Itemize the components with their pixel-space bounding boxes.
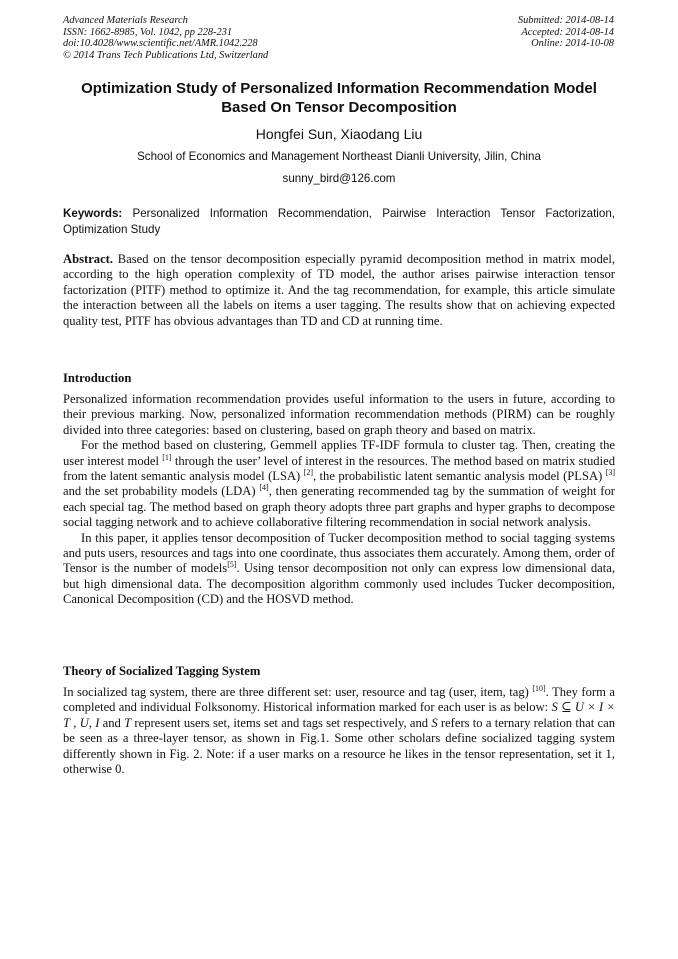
journal-name: Advanced Materials Research <box>63 15 188 26</box>
affiliation: School of Economics and Management Northeast Dianli University, Jilin, China <box>137 150 541 163</box>
keywords-label: Keywords: <box>63 207 123 220</box>
keywords <box>63 206 615 237</box>
theory-text: represent users set, items set and tags set respectively, and <box>131 715 432 730</box>
publication-dates <box>518 15 614 50</box>
var-s: S <box>431 715 438 730</box>
theory-paragraph <box>63 685 615 777</box>
doi-line[interactable]: doi:10.4028/www.scientific.net/AMR.1042.228 <box>63 38 258 50</box>
theory-text: . They form a completed and individual Folksonomy. Historical information marked for each user is as below: <box>63 685 615 715</box>
theory-text: refers to a ternary relation that can be seen as a three-layer tensor, as shown in Fig.1. Some other scholars define socialized tagging system differently shown in Fig. 2. Note: if a user marks on a resource he likes in the tensor representation, set it 1, otherwise 0. <box>63 715 615 777</box>
set-relation-formula: S ⊆ U × I × T <box>63 700 615 730</box>
intro-paragraph-1: Personalized information recommendation provides useful information to the users in future, according to their previous marking. Now, personalized information recommendation methods (PIRM) can be roughly divided into three categories: based on clustering, based on graph theory and based on matrix. <box>63 392 615 437</box>
issn-line: ISSN: 1662-8985, Vol. 1042, pp 228-231 <box>63 26 233 38</box>
citation-4[interactable]: [4] <box>259 483 269 493</box>
intro-p2-text: and the set probability models (LDA) <box>63 484 260 499</box>
title-line-1: Optimization Study of Personalized Information Recommendation Model <box>81 80 597 97</box>
citation-3[interactable]: [3] <box>605 467 615 477</box>
citation-5[interactable]: [5] <box>227 560 237 570</box>
theory-body <box>63 685 615 777</box>
publication-info <box>63 15 268 61</box>
citation-10[interactable]: [10] <box>532 683 546 693</box>
title-line-2: Based On Tensor Decomposition <box>221 99 457 116</box>
citation-1[interactable]: [1] <box>162 452 172 462</box>
var-u-i: U, I <box>79 715 100 730</box>
intro-p2-text: through the user’ level of interest in the resources. The method based on matrix studied from the latent semantic analysis model (LSA) <box>63 453 615 484</box>
paper-title <box>63 79 615 117</box>
theory-text: In socialized tag system, there are three different set: user, resource and tag (user, item, tag) <box>63 685 533 699</box>
intro-p2-text: , then generating recommended tag by the summation of weight for each special tag. The method based on graph theory adopts three part graphs and hyper graphs to decompose social tagging network and to achieve collaborative filtering recommendation in social network analysis. <box>63 484 615 530</box>
theory-heading: Theory of Socialized Tagging System <box>63 664 261 678</box>
introduction-heading: Introduction <box>63 371 132 385</box>
intro-paragraph-3 <box>63 531 615 608</box>
theory-text: and <box>99 715 125 730</box>
abstract <box>63 252 615 329</box>
theory-text: , <box>70 715 80 730</box>
abstract-text: Based on the tensor decomposition especially pyramid decomposition method in matrix model, according to the high operation complexity of TD model, the author arises pairwise interaction tensor factorization (PITF) method to optimize it. And the tag recommendation, for example, this article simulate the interaction between all the labels on items a user tagging. The results show that on achieving expected quality test, PITF has obvious advantages than TD and CD at running time. <box>63 252 615 328</box>
accepted-date: Accepted: 2014-08-14 <box>521 26 614 38</box>
intro-paragraph-2 <box>63 438 615 530</box>
var-t: T <box>124 715 132 730</box>
keywords-text: Personalized Information Recommendation, Pairwise Interaction Tensor Factorization, Optimization Study <box>63 207 615 236</box>
citation-2[interactable]: [2] <box>303 467 313 477</box>
intro-p2-text: , the probabilistic latent semantic analysis model (PLSA) <box>312 469 606 484</box>
submitted-date: Submitted: 2014-08-14 <box>517 15 614 26</box>
intro-p2-text: For the method based on clustering, Gemmell applies TF-IDF formula to cluster tag. Then, creating the user interest model <box>63 438 615 468</box>
authors: Hongfei Sun, Xiaodang Liu <box>255 126 423 142</box>
copyright-line: © 2014 Trans Tech Publications Ltd, Switzerland <box>63 49 269 61</box>
abstract-label: Abstract. <box>63 252 114 266</box>
introduction-body <box>63 392 615 608</box>
online-date: Online: 2014-10-08 <box>531 38 614 50</box>
intro-p3-text: In this paper, it applies tensor decomposition of Tucker decomposition method to social tagging systems and puts users, resources and tags into one coordinate, thus associates them accurately. Among them, order of Tensor is the number of models <box>63 530 615 576</box>
intro-p3-text: . Using tensor decomposition not only can express low dimensional data, but high dimensional data. The decomposition algorithm commonly used includes Tucker decomposition, Canonical Decomposition (CD) and the HOSVD method. <box>63 561 615 607</box>
author-email[interactable]: sunny_bird@126.com <box>282 172 396 185</box>
